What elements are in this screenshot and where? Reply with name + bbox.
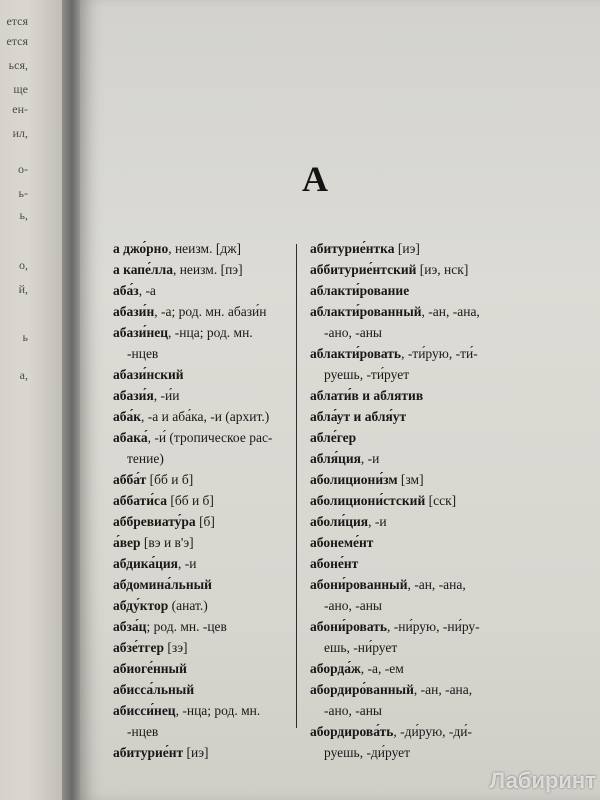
entry-headword: абони́рованный <box>310 577 408 592</box>
entry-headword: абордиро́ванный <box>310 682 414 697</box>
dictionary-entry <box>310 679 525 700</box>
entry-grammar: [иэ, нск] <box>416 262 469 277</box>
entry-grammar: ешь, -ни́рует <box>324 640 398 655</box>
entry-grammar: , неизм. [пэ] <box>172 262 243 277</box>
entry-headword: аблакти́рованный <box>310 304 422 319</box>
entry-grammar: [б] <box>195 514 215 529</box>
dictionary-entry <box>310 280 525 301</box>
entry-headword: а́вер <box>113 535 141 550</box>
dictionary-entry <box>310 259 525 280</box>
entry-grammar: [вэ и в'э] <box>140 535 194 550</box>
entry-headword: абле́гер <box>310 430 357 445</box>
entry-grammar: , неизм. [дж] <box>168 241 242 256</box>
dictionary-entry <box>113 742 328 763</box>
entry-grammar: -нцев <box>127 724 159 739</box>
entry-headword: аблакти́ровать <box>310 346 402 361</box>
entry-headword: аббати́са <box>113 493 167 508</box>
entry-headword: аба́з <box>113 283 139 298</box>
entry-headword: абла́ут и абля́ут <box>310 409 407 424</box>
entry-headword: абази́н <box>113 304 155 319</box>
dictionary-entry <box>310 364 525 385</box>
entry-grammar: , -ди́рую, -ди́- <box>393 724 472 739</box>
dictionary-entry <box>310 637 525 658</box>
dictionary-page <box>80 0 600 800</box>
dictionary-entry <box>310 700 525 721</box>
entry-grammar: , -и́ (тропическое рас- <box>147 430 273 445</box>
left-page-fragment: ь <box>22 330 28 344</box>
entry-headword: абиоге́нный <box>113 661 187 676</box>
entry-headword: аболи́ция <box>310 514 369 529</box>
dictionary-entry <box>310 574 525 595</box>
entry-grammar: , -а, -ем <box>360 661 404 676</box>
entry-headword: абази́нец <box>113 325 169 340</box>
left-page-fragment: ще <box>13 82 28 96</box>
entry-grammar: ; род. мн. -цев <box>146 619 227 634</box>
entry-headword: абази́нский <box>113 367 184 382</box>
entry-grammar: , -и <box>360 451 380 466</box>
left-page-fragment: ь- <box>18 186 28 200</box>
entry-headword: абони́ровать <box>310 619 388 634</box>
entry-headword: абзе́тгер <box>113 640 165 655</box>
entry-headword: абля́ция <box>310 451 361 466</box>
entry-headword: абду́ктор <box>113 598 169 613</box>
dictionary-entry <box>310 427 525 448</box>
entry-grammar: , -нца; род. мн. <box>175 703 261 718</box>
entry-grammar: , -ан, -ана, <box>421 304 480 319</box>
entry-headword: абоне́нт <box>310 556 359 571</box>
left-page-fragment: ь, <box>19 208 28 222</box>
left-page-fragment: ется <box>6 14 28 28</box>
column-divider <box>296 244 297 728</box>
dictionary-entry <box>310 301 525 322</box>
entry-headword: абази́я <box>113 388 154 403</box>
entry-grammar: тение) <box>127 451 164 466</box>
entry-headword: абака́ <box>113 430 148 445</box>
entry-grammar: [бб и б] <box>166 493 214 508</box>
entry-headword: абба́т <box>113 472 147 487</box>
entry-headword: а капе́лла <box>113 262 173 277</box>
dictionary-entry <box>310 406 525 427</box>
entry-grammar: [бб и б] <box>146 472 194 487</box>
dictionary-entry <box>310 658 525 679</box>
dictionary-entry <box>310 511 525 532</box>
entry-grammar: , -а; род. мн. абази́н <box>154 304 267 319</box>
entry-grammar: [зм] <box>397 472 424 487</box>
entry-grammar: -ано, -аны <box>324 703 382 718</box>
entry-grammar: , -и́и <box>153 388 180 403</box>
dictionary-entry <box>310 532 525 553</box>
entry-grammar: , -нца; род. мн. <box>168 325 253 340</box>
dictionary-entry <box>310 742 525 763</box>
dictionary-entry <box>310 553 525 574</box>
entry-headword: абдика́ция <box>113 556 178 571</box>
entry-headword: аббитурие́нтский <box>310 262 417 277</box>
dictionary-entry <box>310 343 525 364</box>
entry-grammar: , -ан, -ана, <box>413 682 473 697</box>
entry-grammar: -ано, -аны <box>324 598 382 613</box>
labirint-watermark: Лабиринт <box>489 768 596 793</box>
entry-grammar: [зэ] <box>164 640 188 655</box>
left-page-fragment: ен- <box>12 102 28 116</box>
left-page-fragment: ил, <box>12 126 28 140</box>
dictionary-entry <box>310 448 525 469</box>
left-page-fragment: о- <box>18 162 28 176</box>
entry-grammar: (анат.) <box>168 598 208 613</box>
entry-headword: абисси́нец <box>113 703 176 718</box>
entry-grammar: [иэ] <box>394 241 420 256</box>
dictionary-entry <box>310 469 525 490</box>
entry-grammar: , -ни́рую, -ни́ру- <box>387 619 480 634</box>
entry-grammar: , -ти́рую, -ти́- <box>401 346 478 361</box>
dictionary-entry <box>310 721 525 742</box>
entry-headword: абитурие́нт <box>113 745 184 760</box>
entry-grammar: , -и <box>177 556 197 571</box>
entry-grammar: -нцев <box>127 346 159 361</box>
dictionary-entry <box>310 322 525 343</box>
entry-grammar: [сск] <box>425 493 457 508</box>
dictionary-entry <box>310 238 525 259</box>
entry-headword: абонеме́нт <box>310 535 374 550</box>
dictionary-entry <box>310 385 525 406</box>
dictionary-entry <box>310 616 525 637</box>
entry-headword: аборда́ж <box>310 661 361 676</box>
entry-headword: абитурие́нтка <box>310 241 395 256</box>
section-letter: А <box>302 159 328 199</box>
left-page-fragment: ется <box>6 34 28 48</box>
entry-headword: аба́к <box>113 409 142 424</box>
entry-grammar: -ано, -аны <box>324 325 382 340</box>
dictionary-entry <box>310 490 525 511</box>
entry-headword: абисса́льный <box>113 682 195 697</box>
entry-grammar: руешь, -ди́рует <box>324 745 411 760</box>
dictionary-entry <box>310 595 525 616</box>
entry-grammar: , -а и аба́ка, -и (архит.) <box>141 409 270 424</box>
entry-grammar: , -ан, -ана, <box>407 577 466 592</box>
entry-headword: аббревиату́ра <box>113 514 196 529</box>
entry-headword: абза́ц <box>113 619 147 634</box>
left-page-fragment: й, <box>18 282 28 296</box>
left-page-fragment: ься, <box>8 58 28 72</box>
entry-headword: абордирова́ть <box>310 724 394 739</box>
entry-headword: аблати́в и аблятив <box>310 388 424 403</box>
left-page-fragment: а, <box>19 368 28 382</box>
entry-grammar: , -а <box>138 283 156 298</box>
right-column <box>310 238 525 763</box>
entry-headword: аболициони́стский <box>310 493 426 508</box>
entry-headword: абдомина́льный <box>113 577 212 592</box>
entry-grammar: , -и <box>368 514 387 529</box>
entry-headword: а джо́рно <box>113 241 169 256</box>
entry-grammar: [иэ] <box>183 745 209 760</box>
entry-headword: аболициони́зм <box>310 472 398 487</box>
entry-headword: аблакти́рование <box>310 283 410 298</box>
entry-grammar: руешь, -ти́рует <box>324 367 410 382</box>
left-page-fragment: о, <box>19 258 28 272</box>
